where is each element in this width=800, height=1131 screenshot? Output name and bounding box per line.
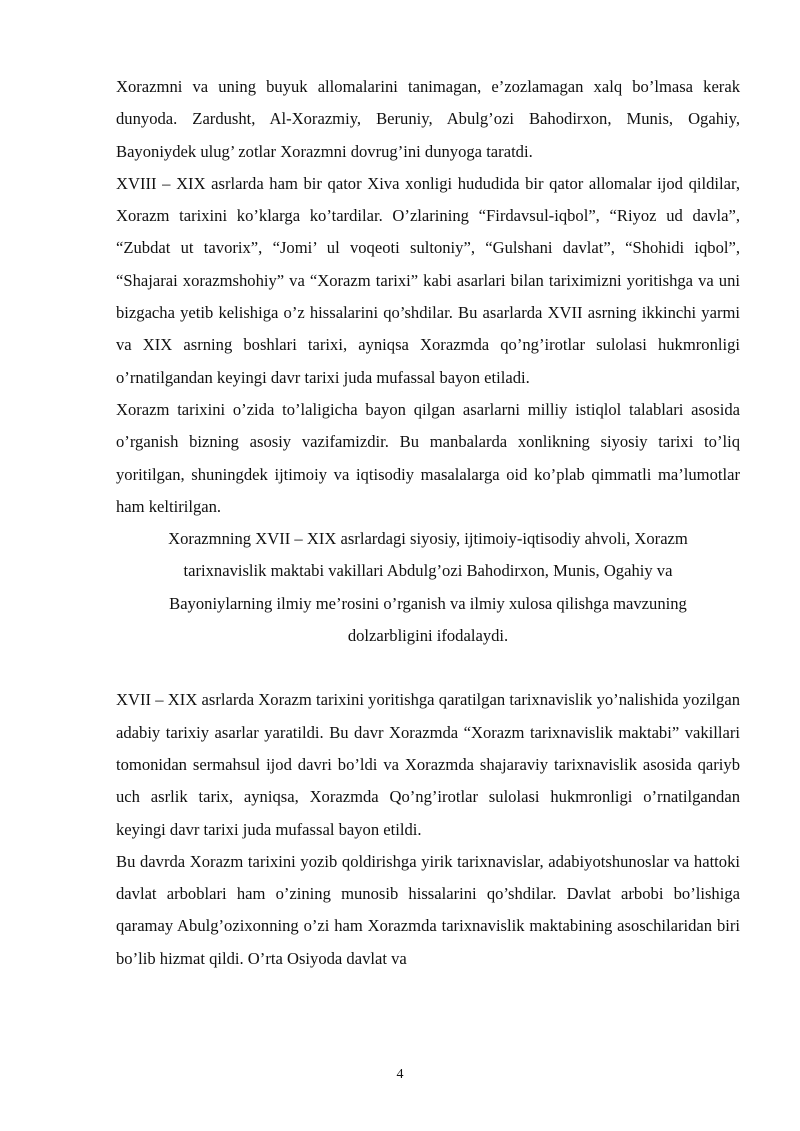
paragraph-school: XVII – XIX asrlarda Xorazm tarixini yoritishga qaratilgan tarixnavislik yo’nalishida yozilgan adabiy tarixiy asarlar yaratildi. Bu davr Xorazmda “Xorazm tarixnavislik maktabi” vakillari tomonidan sermahsul ijod davri bo’ldi va Xorazmda shajaraviy tarixnavislik asosida qariyb uch asrlik tarix, ayniqsa, Xorazmda Qo’ng’irotlar sulolasi hukmronligi o’rnatilgandan keyingi davr tarixi juda mufassal bayon etildi. bbox=[116, 690, 740, 839]
paragraph-contributors: Bu davrda Xorazm tarixini yozib qoldirishga yirik tarixnavislar, adabiyotshunoslar va hattoki davlat arboblari ham o’zining munosib hissalarini qo’shdilar. Davlat arbobi bo’lishiga qaramay Abulg’ozixonning o’zi ham Xorazmda tarixnavislik maktabining asoschilaridan biri bo’lib hizmat qildi. O’rta Osiyoda davlat va bbox=[116, 851, 740, 968]
centered-line: Bayoniylarning ilmiy me’rosini o’rganish va ilmiy xulosa qilishga mavzuning bbox=[169, 593, 687, 613]
paragraph-intro: Xorazmni va uning buyuk allomalarini tanimagan, e’zozlamagan xalq bo’lmasa kerak dunyoda. Zardusht, Al-Xorazmiy, Beruniy, Abulg’ozi Bahodirxon, Munis, Ogahiy, Bayoniydek ulug’ zotlar Xorazmni dovrug’ini dunyoga taratdi. bbox=[116, 77, 740, 161]
document-body bbox=[116, 71, 740, 975]
centered-line: tarixnavislik maktabi vakillari Abdulg’ozi Bahodirxon, Munis, Ogahiy va bbox=[183, 561, 673, 581]
paragraph-sources: Xorazm tarixini o’zida to’laligicha bayon qilgan asarlarni milliy istiqlol talablari asosida o’rganish bizning asosiy vazifamizdir. Bu manbalarda xonlikning siyosiy tarixi to’liq yoritilgan, shuningdek ijtimoiy va iqtisodiy masalalarga oid ko’plab qimmatli ma’lumotlar ham keltirilgan. bbox=[116, 399, 740, 516]
page-number: 4 bbox=[396, 1067, 404, 1082]
centered-line: dolzarbligini ifodalaydi. bbox=[347, 626, 509, 646]
paragraph-historians: XVIII – XIX asrlarda ham bir qator Xiva xonligi hududida bir qator allomalar ijod qildilar, Xorazm tarixini ko’klarga ko’tardilar. O’zlarining “Firdavsul-iqbol”, “Riyoz ud davla”, “Zubdat ut tavorix”, “Jomi’ ul voqeoti sultoniy”, “Gulshani davlat”, “Shohidi iqbol”, “Shajarai xorazmshohiy” va “Xorazm tarixi” kabi asarlari bilan tariximizni yoritishga va uni bizgacha yetib kelishiga o’z hissalarini qo’shdilar. Bu asarlarda XVII asrning ikkinchi yarmi va XIX asrning boshlari tarixi, ayniqsa Xorazmda qo’ng’irotlar sulolasi hukmronligi o’rnatilgandan keyingi davr tarixi juda mufassal bayon etiladi. bbox=[116, 173, 740, 387]
centered-line: Xorazmning XVII – XIX asrlardagi siyosiy, ijtimoiy-iqtisodiy ahvoli, Xorazm bbox=[168, 529, 688, 549]
blank-line bbox=[116, 652, 740, 684]
centered-statement bbox=[116, 523, 740, 652]
